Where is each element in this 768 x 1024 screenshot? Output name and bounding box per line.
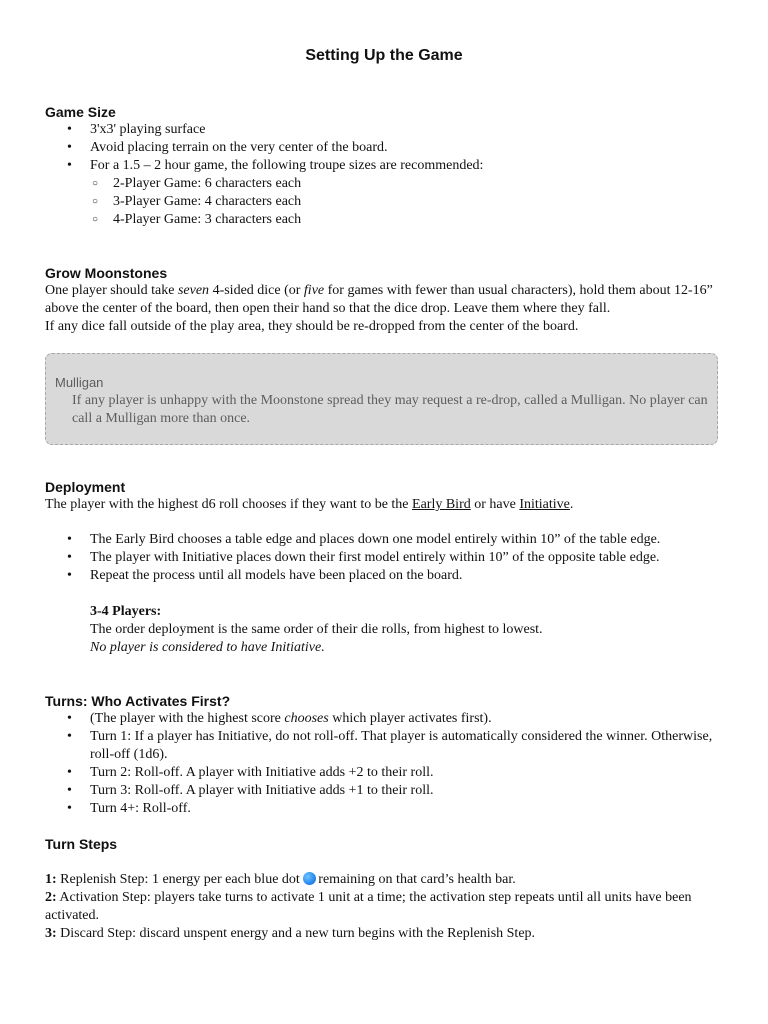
turns-list [45,710,725,818]
step-activation [45,889,725,925]
grow-moonstones-paragraph [45,282,725,336]
text-run: Replenish Step: 1 energy per each blue dot [56,872,304,887]
turn-steps-block [45,871,725,943]
deployment-heading: Deployment [45,479,126,495]
sub-list-item: ○ 3-Player Game: 4 characters each [90,193,725,211]
game-size-list [45,121,725,229]
list-item [45,157,725,229]
text-run: Discard Step: discard unspent energy and a new turn begins with the Replenish Step. [56,926,536,941]
list-item: • Turn 3: Roll-off. A player with Initiative adds +1 to their roll. [45,782,725,800]
early-bird-term: Early Bird [412,497,471,512]
list-item: • Avoid placing terrain on the very center of the board. [45,139,725,157]
emphasis-seven: seven [177,283,210,298]
list-item: • Repeat the process until all models have been placed on the board. [45,567,725,585]
blue-dot-icon [303,872,316,885]
deployment-list [45,531,725,585]
text-run: One player should take [45,283,178,298]
text-run: (The player with the highest score [90,711,285,726]
troupe-size-list [90,175,725,229]
game-size-heading: Game Size [45,104,116,120]
grow-moonstones-heading: Grow Moonstones [45,265,168,281]
text-run: The player with the highest d6 roll chooses if they want to be the [45,497,413,512]
text-run: Activation Step: players take turns to activate 1 unit at a time; the activation step repeats until all units have been activated. [45,890,692,923]
emphasis-five: five [303,283,325,298]
list-item [45,710,725,728]
players-note: No player is considered to have Initiative. [90,640,325,655]
sub-list-item: ○ 4-Player Game: 3 characters each [90,211,725,229]
text-run: 4-sided dice (or [209,283,304,298]
deployment-intro [45,496,725,514]
mulligan-callout [45,353,718,445]
list-item: • Turn 2: Roll-off. A player with Initiative adds +2 to their roll. [45,764,725,782]
players-text: The order deployment is the same order of their die rolls, from highest to lowest. [90,622,543,637]
turns-heading: Turns: Who Activates First? [45,693,231,709]
step-discard [45,925,725,943]
page-title: Setting Up the Game [305,47,463,64]
mulligan-text: If any player is unhappy with the Moonstone spread they may request a re-drop, called a Mulligan. No player can call a Mulligan more than once. [72,393,708,426]
list-item: • Turn 1: If a player has Initiative, do not roll-off. That player is automatically considered the winner. Otherwise, roll-off (1d6). [45,728,725,764]
text-run: for games with fewer than usual characters), hold them about 12-16” above the center of the board, then open their hand so that the dice drop. Leave them where they fall. [45,283,713,316]
list-item: • 3'x3' playing surface [45,121,725,139]
list-item-text: For a 1.5 – 2 hour game, the following troupe sizes are recommended: [90,158,484,173]
text-run: which player activates first). [328,711,492,726]
turn-steps-heading: Turn Steps [45,836,118,852]
players-heading: 3-4 Players: [90,604,162,619]
text-run: or have [470,497,520,512]
step-number: 3: [45,926,57,941]
step-replenish [45,871,725,889]
text-run: If any dice fall outside of the play area, they should be re-dropped from the center of the board. [45,319,579,334]
players-block [90,603,730,657]
list-item: • The player with Initiative places down their first model entirely within 10” of the opposite table edge. [45,549,725,567]
list-item: • The Early Bird chooses a table edge and places down one model entirely within 10” of the table edge. [45,531,725,549]
initiative-term: Initiative [519,497,570,512]
step-number: 1: [45,872,57,887]
list-item: • Turn 4+: Roll-off. [45,800,725,818]
step-number: 2: [45,890,57,905]
text-run: . [569,497,574,512]
emphasis-chooses: chooses [284,711,329,726]
sub-list-item: ○ 2-Player Game: 6 characters each [90,175,725,193]
mulligan-title: Mulligan [55,375,104,390]
text-run: remaining on that card’s health bar. [318,872,516,887]
